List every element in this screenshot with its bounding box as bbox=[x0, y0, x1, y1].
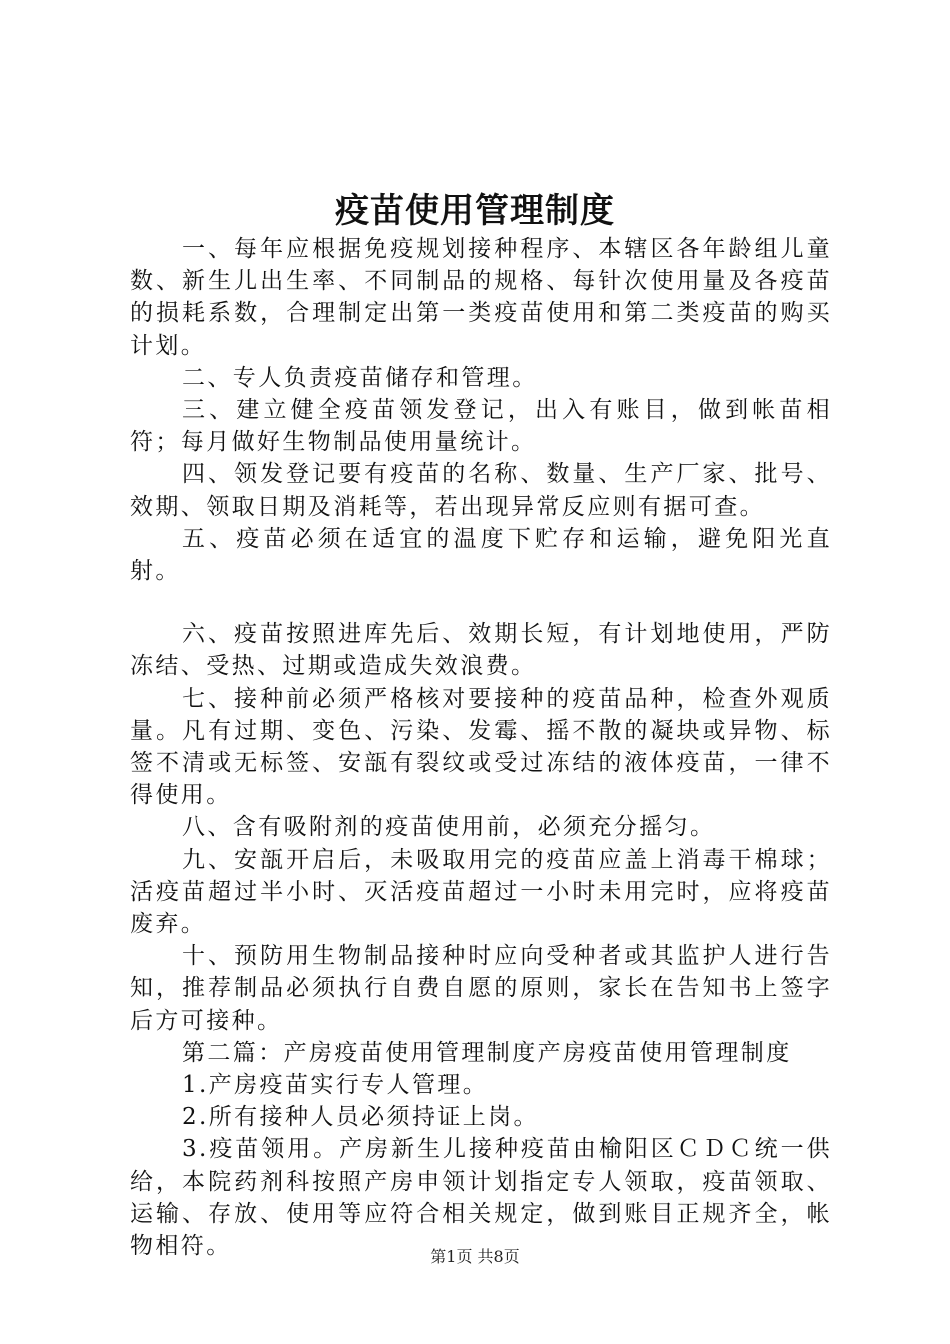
list-item-3: 3.疫苗领用。产房新生儿接种疫苗由榆阳区ＣＤＣ统一供给，本院药剂科按照产房申领计划指定专人领取，疫苗领取、运输、存放、使用等应符合相关规定，做到账目正规齐全，帐物相符。 bbox=[130, 1136, 832, 1260]
page-footer: 第1页 共8页 bbox=[430, 1247, 520, 1266]
paragraph-1: 一、每年应根据免疫规划接种程序、本辖区各年龄组儿童数、新生儿出生率、不同制品的规格、每针次使用量及各疫苗的损耗系数，合理制定出第一类疫苗使用和第二类疫苗的购买计划。 bbox=[130, 236, 832, 359]
paragraph-6: 六、疫苗按照进库先后、效期长短，有计划地使用，严防冻结、受热、过期或造成失效浪费。 bbox=[130, 621, 832, 680]
document-body bbox=[130, 233, 832, 1262]
paragraph-4: 四、领发登记要有疫苗的名称、数量、生产厂家、批号、效期、领取日期及消耗等，若出现异常反应则有据可查。 bbox=[130, 461, 832, 520]
section-heading-second-part: 第二篇：产房疫苗使用管理制度产房疫苗使用管理制度 bbox=[182, 1039, 792, 1066]
paragraph-5: 五、疫苗必须在适宜的温度下贮存和运输，避免阳光直射。 bbox=[130, 525, 832, 585]
paragraph-9: 九、安瓿开启后，未吸取用完的疫苗应盖上消毒干棉球；活疫苗超过半小时、灭活疫苗超过一小时未用完时，应将疫苗废弃。 bbox=[130, 846, 832, 938]
paragraph-7: 七、接种前必须严格核对要接种的疫苗品种，检查外观质量。凡有过期、变色、污染、发霉、摇不散的凝块或异物、标签不清或无标签、安瓿有裂纹或受过冻结的液体疫苗，一律不得使用。 bbox=[130, 685, 832, 809]
paragraph-2: 二、专人负责疫苗储存和管理。 bbox=[182, 364, 538, 391]
document-title: 疫苗使用管理制度 bbox=[335, 191, 615, 231]
paragraph-8: 八、含有吸附剂的疫苗使用前，必须充分摇匀。 bbox=[182, 814, 716, 841]
list-item-1: 1.产房疫苗实行专人管理。 bbox=[182, 1072, 489, 1099]
paragraph-3: 三、建立健全疫苗领发登记，出入有账目，做到帐苗相符；每月做好生物制品使用量统计。 bbox=[130, 397, 832, 456]
list-item-2: 2.所有接种人员必须持证上岗。 bbox=[182, 1104, 539, 1131]
paragraph-10: 十、预防用生物制品接种时应向受种者或其监护人进行告知，推荐制品必须执行自费自愿的原则，家长在告知书上签字后方可接种。 bbox=[130, 943, 832, 1034]
